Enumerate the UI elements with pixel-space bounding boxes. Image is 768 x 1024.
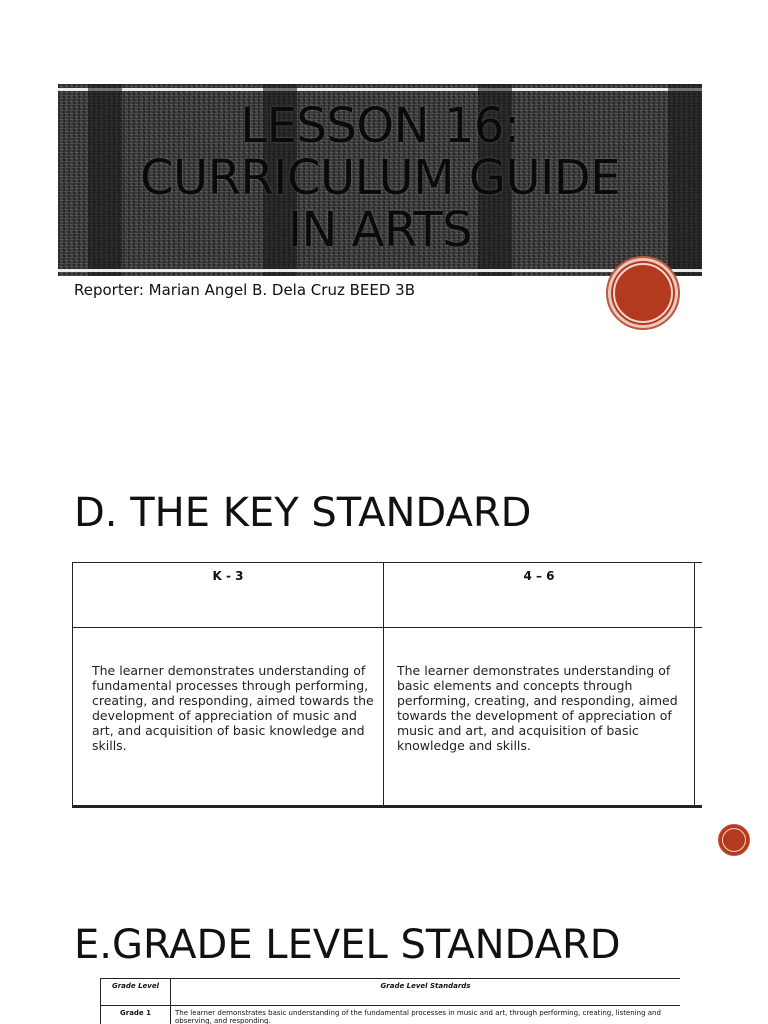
column-header-clipped <box>695 563 703 628</box>
lesson-title <box>58 100 702 256</box>
lesson-title-line: LESSON 16: <box>240 98 520 154</box>
column-header: Grade Level Standards <box>171 979 681 1006</box>
table-cell <box>73 628 384 809</box>
title-banner <box>58 84 702 276</box>
grade-standard-cell: The learner demonstrates basic understanding of the fundamental processes in music and art, through performing, creating, listening and observing, and responding. <box>171 1006 681 1024</box>
table-cell-clipped <box>695 628 703 809</box>
reporter-line: Reporter: Marian Angel B. Dela Cruz BEED 3B <box>74 281 415 299</box>
grade-level-table <box>100 978 680 1024</box>
grade-level-cell: Grade 1 <box>101 1006 171 1024</box>
key-standard-heading: D. THE KEY STANDARD <box>74 490 532 536</box>
lesson-title-line: IN ARTS <box>287 202 473 258</box>
decorative-circle-icon <box>606 256 680 330</box>
column-header: Grade Level <box>101 979 171 1006</box>
decorative-circle-icon <box>718 824 750 856</box>
lesson-title-line: CURRICULUM GUIDE <box>139 150 621 206</box>
key-standard-grid <box>72 562 702 808</box>
column-header: K - 3 <box>73 563 384 628</box>
table-row <box>101 1006 681 1024</box>
grade-level-heading: E.GRADE LEVEL STANDARD <box>74 922 621 968</box>
key-standard-k3: The learner demonstrates understanding of fundamental processes through performing, creating, and responding, aimed towards the development of appreciation of music and art, and acquisition of basic knowledge and skills. <box>92 663 374 753</box>
key-standard-table <box>72 562 702 808</box>
column-header: 4 – 6 <box>384 563 695 628</box>
table-cell <box>384 628 695 809</box>
table-bottom-border <box>72 805 702 808</box>
banner-top-rule <box>58 88 702 91</box>
grade-level-grid <box>100 978 680 1024</box>
banner-bottom-rule <box>58 269 702 272</box>
key-standard-4-6: The learner demonstrates understanding of basic elements and concepts through performing, creating, and responding, aimed towards the development of appreciation of music and art, and acquisition of basic knowledge and skills. <box>397 663 678 753</box>
